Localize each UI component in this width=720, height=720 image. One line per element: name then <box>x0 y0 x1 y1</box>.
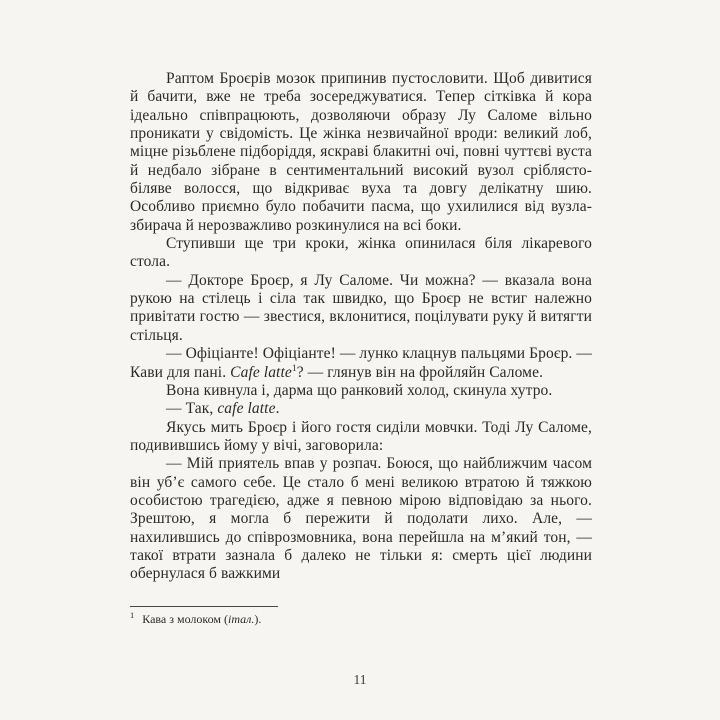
paragraph: Якусь мить Броєр і його гостя сиділи мовчки. Тоді Лу Саломе, подивившись йому у вічі, заговорила: <box>130 418 592 454</box>
footnote-marker: 1 <box>130 609 135 620</box>
paragraph: Вона кивнула і, дарма що ранковий холод, скинула хутро. <box>166 381 553 399</box>
paragraph: — Мій приятель впав у розпач. Боюся, що найближчим часом він уб’є самого себе. Це стало б мені великою втратою й тяжкою особистою трагедією, адже я певною мірою відповідаю за нього. Зрештою, я могла б пережити й подолати лихо. Але, — нахилившись до співрозмовника, вона перейшла на м’який тон, — такої втрати зазнала б далеко не тільки я: смерть цієї людини обернулася б важкими <box>130 455 592 583</box>
footnote-divider <box>130 606 278 607</box>
body-text <box>130 70 592 584</box>
footnote-text: Кава з молоком (італ.). <box>142 611 262 626</box>
paragraph: Ступивши ще три кроки, жінка опинилася біля лікаревого стола. <box>130 235 592 271</box>
paragraph: — Докторе Броєр, я Лу Саломе. Чи можна? — вказала вона рукою на стілець і сіла так швидко, що Броєр не встиг належно привітати гостю — звестися, вклонитися, поцілувати руку й витягти стільця. <box>130 271 592 344</box>
page-number: 11 <box>353 672 367 687</box>
paragraph: Раптом Броєрів мозок припинив пустословити. Щоб дивитися й бачити, вже не треба зосереджуватися. Тепер сітківка й кора ідеально співпрацюють, дозволяючи образу Лу Саломе вільно проникати у свідомість. Це жінка незвичайної вроди: великий лоб, міцне різьблене підборіддя, яскраві блакитні очі, повні чуттєві вуста й недбало зібране в сентиментальний високий вузол сріблясто-біляве волосся, що відкриває вуха та довгу делікатну шию. Особливо приємно було побачити пасма, що ухилилися від вузла-збирача й нерозважливо розкинулися на всі боки. <box>130 70 592 234</box>
footnote <box>130 609 592 627</box>
text-block <box>130 70 592 626</box>
paragraph: — Офіціанте! Офіціанте! — лунко клацнув пальцями Броєр. — Кави для пані. Cafe latte$^1$? — глянув він на фройляйн Саломе. <box>130 345 592 381</box>
footnote-area <box>130 606 592 627</box>
paragraph: — Так, cafe latte. <box>166 400 280 418</box>
